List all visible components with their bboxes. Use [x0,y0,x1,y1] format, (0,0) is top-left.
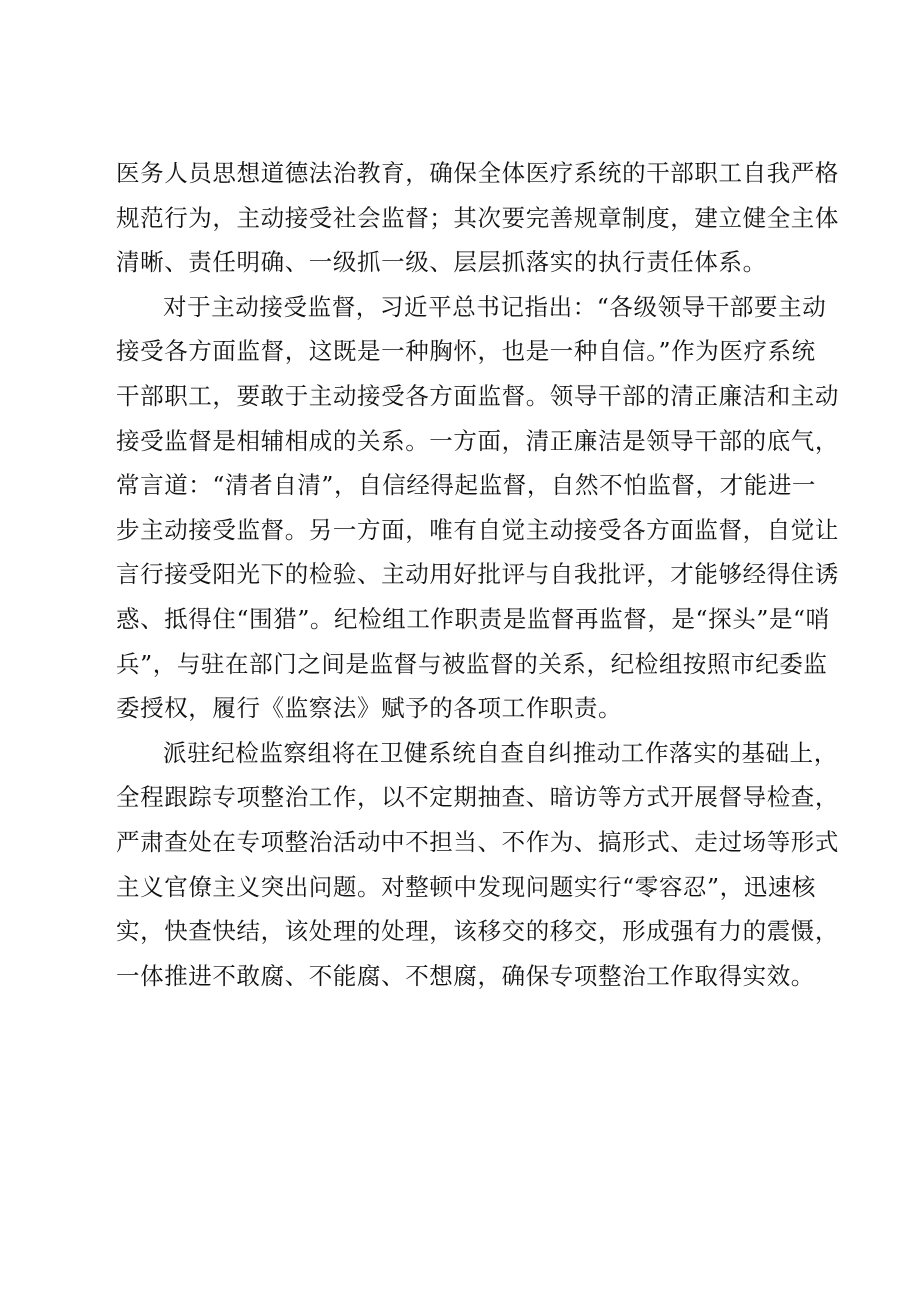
paragraph-1-line-2: 规范行为，主动接受社会监督；其次要完善规章制度，建立健全主体 [116,203,839,232]
paragraph-2-line-8: 惑、抵得住“围猎”。纪检组工作职责是监督再监督，是“探头”是“哨 [116,604,830,633]
paragraph-2-line-6: 步主动接受监督。另一方面，唯有自觉主动接受各方面监督，自觉让 [116,515,839,544]
paragraph-2-line-2: 接受各方面监督，这既是一种胸怀，也是一种自信。”作为医疗系统 [116,337,816,366]
paragraph-2-line-9: 兵”，与驻在部门之间是监督与被监督的关系，纪检组按照市纪委监 [116,649,828,678]
paragraph-2-line-5: 常言道：“清者自清”，自信经得起监督，自然不怕监督，才能进一 [116,471,817,500]
paragraph-2-line-7: 言行接受阳光下的检验、主动用好批评与自我批评，才能够经得住诱 [116,560,839,589]
paragraph-3-line-3: 严肃查处在专项整治活动中不担当、不作为、搞形式、走过场等形式 [116,827,839,856]
paragraph-3-line-1: 派驻纪检监察组将在卫健系统自查自纠推动工作落实的基础上， [163,738,838,767]
paragraph-2-line-10: 委授权，履行《监察法》赋予的各项工作职责。 [116,694,623,723]
paragraph-3-line-6: 一体推进不敢腐、不能腐、不想腐，确保专项整治工作取得实效。 [116,961,815,990]
paragraph-3-line-5: 实，快查快结，该处理的处理，该移交的移交，形成强有力的震慑， [116,917,839,946]
paragraph-3-line-2: 全程跟踪专项整治工作，以不定期抽查、暗访等方式开展督导检查， [116,783,839,812]
paragraph-2-line-4: 接受监督是相辅相成的关系。一方面，清正廉洁是领导干部的底气， [116,426,839,455]
paragraph-2-line-3: 干部职工，要敢于主动接受各方面监督。领导干部的清正廉洁和主动 [116,381,839,410]
document-body [116,151,839,998]
paragraph-3-line-4: 主义官僚主义突出问题。对整顿中发现问题实行“零容忍”，迅速核 [116,872,817,901]
paragraph-1-line-3: 清晰、责任明确、一级抓一级、层层抓落实的执行责任体系。 [116,248,767,277]
paragraph-1-line-1: 医务人员思想道德法治教育，确保全体医疗系统的干部职工自我严格 [116,159,839,187]
paragraph-2-line-1: 对于主动接受监督，习近平总书记指出：“各级领导干部要主动 [163,292,827,321]
